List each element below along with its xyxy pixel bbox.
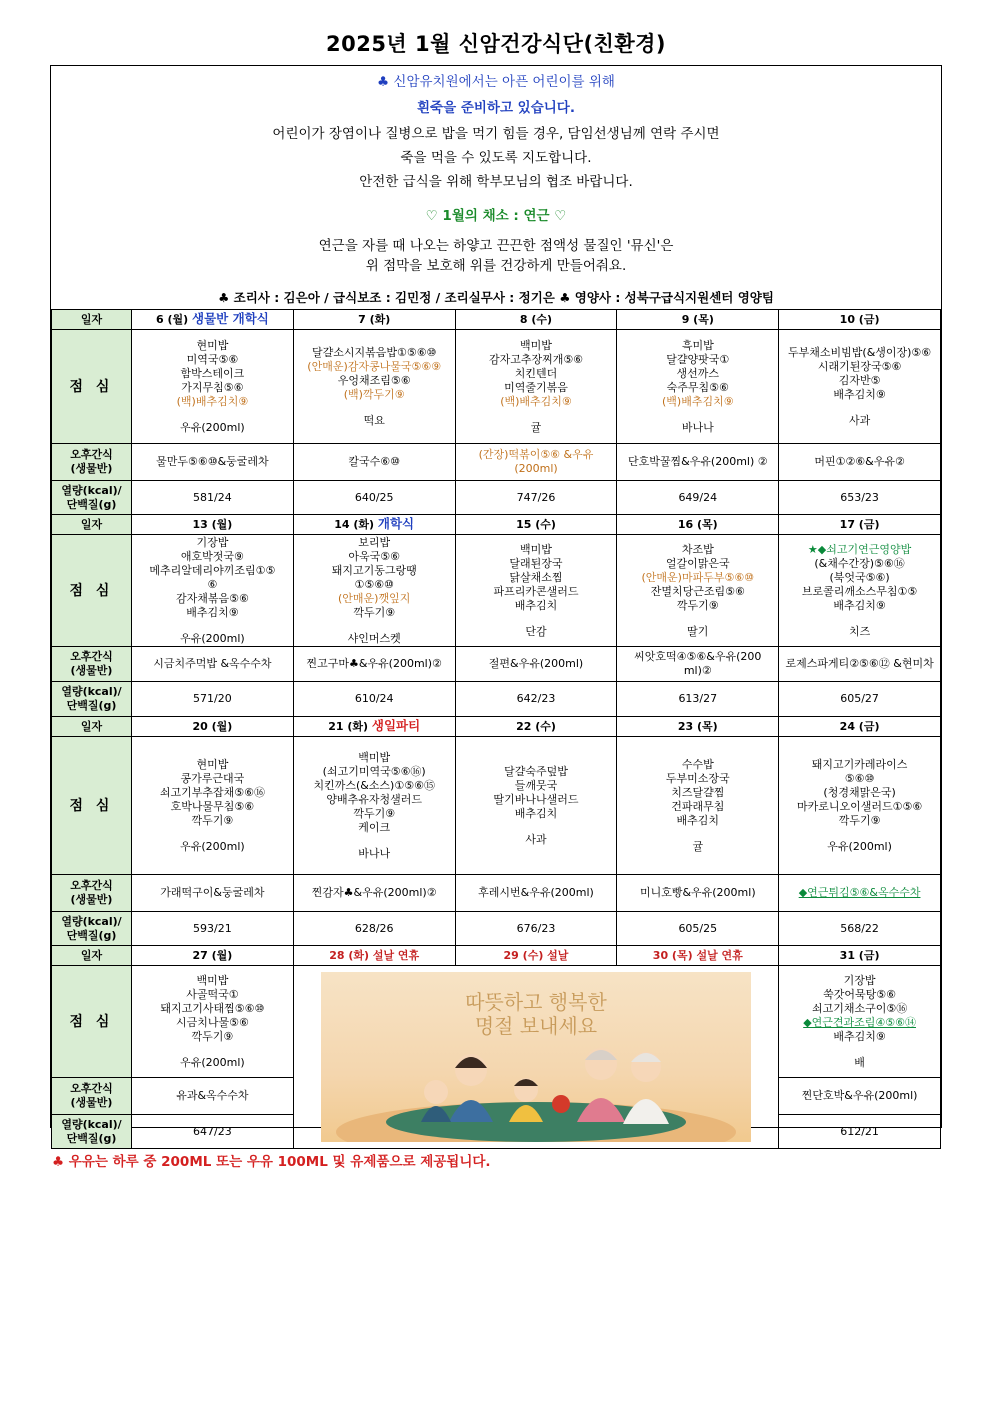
menu-frame	[50, 65, 942, 1145]
snack-label-line1: 오후간식	[70, 1082, 113, 1095]
spacer	[781, 1044, 938, 1056]
menu-item: 쇠고기부추잡채⑤⑥⑯	[159, 785, 265, 799]
spacer	[134, 620, 291, 632]
day-header	[455, 310, 617, 330]
day-row	[52, 946, 941, 966]
snack-label-line1: 오후간식	[70, 448, 113, 461]
day-label-text: 일자	[80, 948, 103, 962]
banner-text-line2: 명절 보내세요	[474, 1014, 598, 1038]
snack-cell: 물만두⑤⑥⑩&둥굴레차	[132, 444, 294, 481]
menu-item: 미역줄기볶음	[504, 380, 568, 394]
veg-line2: 위 점막을 보호해 위를 건강하게 만들어줘요.	[365, 258, 627, 274]
lunch-label-text: 점 심	[69, 1013, 114, 1030]
menu-item: 현미밥	[196, 338, 229, 352]
spacer	[781, 613, 938, 625]
spacer	[619, 613, 776, 625]
menu-item: 돼지고기카레라이스	[811, 757, 908, 771]
kcal-label	[52, 912, 132, 946]
menu-item: 떡요	[363, 413, 385, 427]
day-date: 7 (화)	[358, 312, 391, 326]
day-date: 14 (화)	[334, 518, 375, 531]
menu-item: 귤	[692, 839, 704, 853]
snack-label	[52, 1078, 132, 1115]
menu-item: 배추김치	[514, 806, 558, 820]
day-header	[617, 310, 779, 330]
menu-item: 시래기된장국⑤⑥	[817, 359, 902, 373]
menu-item: 감자고추장찌개⑤⑥	[488, 352, 584, 366]
day-date: 20 (월)	[192, 719, 233, 733]
menu-item: 콩가루근대국	[180, 771, 245, 785]
menu-item: 배추김치	[676, 813, 720, 827]
kcal-cell: 610/24	[293, 682, 455, 717]
kcal-cell: 612/21	[779, 1115, 941, 1149]
snack-row	[52, 875, 941, 912]
menu-item: 샤인머스켓	[347, 631, 401, 645]
kcal-label-line1: 열량(kcal)/	[61, 1117, 122, 1131]
menu-item: 깍두기⑨	[191, 813, 234, 827]
spacer	[134, 1044, 291, 1056]
menu-item: 치킨까스(&소스)①⑤⑥⑮	[313, 778, 435, 792]
snack-cell: 후레시번&우유(200ml)	[455, 875, 617, 912]
menu-table	[51, 309, 941, 1149]
menu-item: 돼지고기사태찜⑤⑥⑩	[160, 1001, 265, 1015]
menu-item: 수수밥	[681, 757, 714, 771]
day-date: 23 (목)	[677, 719, 718, 733]
menu-item: 우유(200ml)	[180, 631, 245, 645]
lunch-cell	[779, 966, 941, 1078]
day-label-text: 일자	[80, 312, 103, 326]
holiday-banner	[321, 972, 751, 1142]
day-header	[779, 717, 941, 737]
menu-item: (안매운)감자콩나물국⑤⑥⑨	[307, 359, 442, 373]
menu-item: 깍두기⑨	[838, 813, 881, 827]
snack-label-line1: 오후간식	[70, 650, 113, 663]
kcal-cell: 642/23	[455, 682, 617, 717]
menu-item: 보리밥	[358, 535, 391, 549]
day-header	[617, 515, 779, 535]
kcal-cell: 747/26	[455, 481, 617, 515]
menu-item: 현미밥	[196, 757, 229, 771]
menu-item: (백)배추김치⑨	[500, 394, 572, 408]
day-date: 29 (수) 설날	[503, 948, 569, 962]
notice-box	[51, 66, 941, 309]
kcal-label	[52, 682, 132, 717]
kcal-label-line1: 열량(kcal)/	[61, 914, 122, 928]
veg-title: ♡ 1월의 채소 : 연근 ♡	[425, 208, 567, 224]
day-event: 생일파티	[371, 718, 421, 733]
snack-cell: 미니호빵&우유(200ml)	[617, 875, 779, 912]
kcal-cell: 640/25	[293, 481, 455, 515]
spacer	[458, 613, 615, 625]
menu-item: 잔멸치당근조림⑤⑥	[650, 584, 745, 598]
kcal-cell: 581/24	[132, 481, 294, 515]
day-header	[293, 310, 455, 330]
day-header	[293, 515, 455, 535]
menu-item: 미역국⑤⑥	[186, 352, 239, 366]
lunch-cell	[779, 737, 941, 875]
day-row	[52, 515, 941, 535]
spacer	[296, 835, 453, 847]
kcal-cell: 593/21	[132, 912, 294, 946]
menu-item: 케이크	[358, 820, 391, 834]
holiday-banner-cell	[293, 966, 778, 1149]
kcal-row	[52, 682, 941, 717]
menu-item: 귤	[530, 420, 542, 434]
day-header	[293, 946, 455, 966]
menu-item: 닭살채소찜	[509, 570, 563, 584]
day-event: 개학식	[377, 516, 415, 531]
snack-label-line2: (생물반)	[70, 462, 113, 475]
spacer	[619, 828, 776, 840]
menu-item: 두부미소장국	[665, 771, 730, 785]
menu-item: (북엇국⑤⑥)	[829, 570, 890, 584]
menu-item: 우유(200ml)	[827, 839, 892, 853]
menu-item: 시금치나물⑤⑥	[175, 1015, 249, 1029]
day-date: 31 (금)	[839, 948, 880, 962]
lunch-row	[52, 966, 941, 1078]
snack-cell: 씨앗호떡④⑤⑥&우유(200 ml)②	[617, 647, 779, 682]
day-date: 28 (화) 설날 연휴	[329, 948, 420, 962]
menu-item: 백미밥	[358, 750, 391, 764]
spacer	[134, 409, 291, 421]
day-date: 9 (목)	[681, 312, 714, 326]
lunch-label	[52, 535, 132, 647]
menu-item: 단감	[525, 624, 547, 638]
lunch-cell	[779, 535, 941, 647]
day-header	[293, 717, 455, 737]
notice-line3: 어린이가 장염이나 질병으로 밥을 먹기 힘들 경우, 담임선생님께 연락 주시면	[272, 126, 720, 142]
menu-item: 깍두기⑨	[191, 1029, 234, 1043]
menu-item: 배추김치⑨	[833, 1029, 886, 1043]
day-header	[132, 946, 294, 966]
notice-line2: 흰죽을 준비하고 있습니다.	[417, 100, 575, 116]
menu-item: 차조밥	[681, 542, 714, 556]
menu-item: 김자반⑤	[838, 373, 881, 387]
lunch-row	[52, 330, 941, 444]
snack-cell: (간장)떡볶이⑤⑥ &우유(200ml)	[455, 444, 617, 481]
menu-item: 애호박젓국⑨	[180, 549, 244, 563]
menu-item: 배	[854, 1055, 865, 1069]
day-header	[779, 946, 941, 966]
menu-item: 쑥갓어묵탕⑤⑥	[823, 987, 897, 1001]
snack-cell: 절편&우유(200ml)	[455, 647, 617, 682]
lunch-cell	[132, 966, 294, 1078]
menu-item: 양배추유자청샐러드	[326, 792, 423, 806]
menu-item: 딸기바나나샐러드	[493, 792, 579, 806]
menu-item: (안매운)마파두부⑤⑥⑩	[641, 570, 755, 584]
menu-item: 사과	[525, 832, 547, 846]
menu-item: 우유(200ml)	[180, 420, 245, 434]
lunch-cell	[132, 737, 294, 875]
menu-item: 배추김치⑨	[833, 387, 886, 401]
day-label-text: 일자	[80, 719, 103, 733]
menu-item: 함박스테이크	[180, 366, 245, 380]
menu-item: (청경채맑은국)	[823, 785, 896, 799]
day-event: 생물반 개학식	[192, 311, 269, 326]
menu-item: 깍두기⑨	[353, 806, 396, 820]
snack-label-line1: 오후간식	[70, 879, 113, 892]
veg-line1: 연근을 자를 때 나오는 하얗고 끈끈한 점액성 물질인 '뮤신'은	[318, 238, 674, 254]
snack-cell: 찐감자♣&우유(200ml)②	[293, 875, 455, 912]
day-row	[52, 717, 941, 737]
menu-item: 우유(200ml)	[180, 839, 245, 853]
lunch-cell	[617, 737, 779, 875]
kcal-label-line1: 열량(kcal)/	[61, 483, 122, 497]
menu-item: 치즈	[848, 624, 871, 638]
snack-label-line2: (생물반)	[70, 1096, 113, 1109]
day-date: 22 (수)	[516, 719, 556, 733]
menu-item: 달걀소시지볶음밥①⑤⑥⑩	[311, 345, 437, 359]
day-date: 17 (금)	[839, 517, 880, 531]
lunch-cell	[293, 330, 455, 444]
menu-item: 마카로니오이샐러드①⑤⑥	[796, 799, 923, 813]
menu-item: ①⑤⑥⑩	[354, 577, 394, 591]
menu-item: 깍두기⑨	[676, 598, 719, 612]
staff-line: ♣ 조리사 : 김은아 / 급식보조 : 김민정 / 조리실무사 : 정기은 ♣ 영양사 : 성북구급식지원센터 영양팀	[218, 290, 774, 305]
kcal-row	[52, 912, 941, 946]
menu-item: 돼지고기동그랑땡	[331, 563, 417, 577]
day-header	[455, 515, 617, 535]
kcal-cell: 647/23	[132, 1115, 294, 1149]
snack-label	[52, 647, 132, 682]
snack-cell: 단호박꿀찜&우유(200ml) ②	[617, 444, 779, 481]
lunch-row	[52, 737, 941, 875]
menu-item: 아욱국⑤⑥	[348, 549, 400, 563]
day-date: 30 (목) 설날 연휴	[652, 948, 743, 962]
lunch-label	[52, 330, 132, 444]
lunch-cell	[779, 330, 941, 444]
menu-item: 백미밥	[520, 338, 552, 352]
day-label-text: 일자	[80, 517, 103, 531]
menu-item: 들깨뭇국	[514, 778, 558, 792]
snack-cell: ◆연근튀김⑤⑥&옥수수차	[779, 875, 941, 912]
snack-cell: 칼국수⑥⑩	[293, 444, 455, 481]
menu-item: 바나나	[681, 420, 714, 434]
lunch-row	[52, 535, 941, 647]
menu-item: 파프리카콘샐러드	[493, 584, 579, 598]
snack-cell: 가래떡구이&둥굴레차	[132, 875, 294, 912]
lunch-label-text: 점 심	[69, 797, 114, 814]
day-date: 6 (월)	[155, 313, 189, 326]
lunch-cell	[293, 535, 455, 647]
spacer	[781, 402, 938, 414]
spacer	[619, 409, 776, 421]
day-header	[455, 717, 617, 737]
menu-item: 기장밥	[843, 973, 876, 987]
kcal-cell: 628/26	[293, 912, 455, 946]
snack-label	[52, 444, 132, 481]
menu-item: 치즈달걀찜	[671, 785, 725, 799]
day-date: 8 (수)	[519, 312, 553, 326]
kcal-cell: 649/24	[617, 481, 779, 515]
menu-item: 사골떡국①	[186, 987, 239, 1001]
menu-item: 배추김치⑨	[833, 598, 886, 612]
day-header	[455, 946, 617, 966]
spacer	[134, 828, 291, 840]
kcal-label-line2: 단백질(g)	[66, 928, 117, 942]
menu-item: 호박나물무침⑤⑥	[170, 799, 255, 813]
lunch-cell	[617, 535, 779, 647]
lunch-cell	[455, 535, 617, 647]
menu-item: 달걀양팟국①	[666, 352, 730, 366]
day-label	[52, 310, 132, 330]
kcal-label-line2: 단백질(g)	[66, 1131, 117, 1145]
kcal-cell: 613/27	[617, 682, 779, 717]
day-header	[779, 310, 941, 330]
menu-item: 생선까스	[676, 366, 720, 380]
snack-cell: 유과&옥수수차	[132, 1078, 294, 1115]
notice-line4: 죽을 먹을 수 있도록 지도합니다.	[400, 150, 592, 166]
menu-item: ⑤⑥⑩	[844, 771, 875, 785]
day-header	[779, 515, 941, 535]
menu-item: 배추김치⑨	[186, 605, 239, 619]
kcal-cell: 571/20	[132, 682, 294, 717]
menu-item: (백)깍두기⑨	[343, 387, 405, 401]
lunch-cell	[132, 535, 294, 647]
snack-row	[52, 444, 941, 481]
menu-item: ⑥	[207, 577, 218, 591]
menu-item: (백)배추김치⑨	[662, 394, 734, 408]
kcal-row	[52, 481, 941, 515]
menu-item: 숙주무침⑤⑥	[666, 380, 729, 394]
menu-item: 기장밥	[196, 535, 229, 549]
menu-item: 얼갈이맑은국	[665, 556, 730, 570]
day-date: 15 (수)	[516, 517, 556, 531]
day-date: 27 (월)	[192, 948, 233, 962]
menu-item: 딸기	[687, 624, 709, 638]
banner-text-line1: 따뜻하고 행복한	[465, 990, 607, 1014]
menu-item: 달걀숙주덮밥	[504, 764, 568, 778]
day-header	[617, 946, 779, 966]
menu-item: 메추리알데리야끼조림①⑤	[149, 563, 276, 577]
lunch-cell	[617, 330, 779, 444]
menu-item: 깍두기⑨	[353, 605, 396, 619]
snack-label-line2: (생물반)	[70, 664, 113, 677]
kcal-cell: 676/23	[455, 912, 617, 946]
menu-item: 쇠고기채소구이⑤⑯	[811, 1001, 908, 1015]
day-date: 24 (금)	[839, 719, 880, 733]
snack-cell: 머핀①②⑥&우유②	[779, 444, 941, 481]
day-label	[52, 946, 132, 966]
lunch-label	[52, 737, 132, 875]
lunch-cell	[455, 330, 617, 444]
day-label	[52, 515, 132, 535]
lunch-label-text: 점 심	[69, 582, 114, 599]
kcal-cell: 653/23	[779, 481, 941, 515]
spacer	[296, 620, 453, 632]
kcal-label-line2: 단백질(g)	[66, 497, 117, 511]
day-row	[52, 310, 941, 330]
day-date: 13 (월)	[192, 517, 233, 531]
day-header	[132, 310, 294, 330]
menu-item: 브로콜리깨소스무침①⑤	[801, 584, 918, 598]
footer-note: ♣ 우유는 하루 중 200ML 또는 우유 100ML 및 유제품으로 제공됩니다.	[52, 1154, 491, 1170]
menu-item: (백)배추김치⑨	[176, 394, 249, 408]
day-header	[132, 717, 294, 737]
lunch-cell	[132, 330, 294, 444]
kcal-label-line1: 열량(kcal)/	[61, 685, 122, 698]
menu-item: ◆연근견과조림④⑤⑥⑭	[803, 1015, 916, 1029]
day-header	[617, 717, 779, 737]
day-header	[132, 515, 294, 535]
day-date: 21 (화)	[328, 720, 369, 733]
snack-cell: 찐고구마♣&우유(200ml)②	[293, 647, 455, 682]
snack-label-line2: (생물반)	[70, 893, 113, 906]
menu-item: 가지무침⑤⑥	[181, 380, 244, 394]
menu-item: 달래된장국	[509, 556, 563, 570]
menu-item: 배추김치	[514, 598, 558, 612]
menu-item: (&채수간장)⑤⑥⑯	[814, 556, 905, 570]
menu-item: 바나나	[358, 846, 391, 860]
day-date: 16 (목)	[677, 517, 718, 531]
menu-item: (쇠고기미역국⑤⑥⑯)	[322, 764, 426, 778]
snack-cell: 찐단호박&우유(200ml)	[779, 1078, 941, 1115]
notice-line1: ♣ 신암유치원에서는 아픈 어린이를 위해	[377, 74, 615, 90]
menu-item: 백미밥	[520, 542, 552, 556]
spacer	[458, 409, 615, 421]
menu-item: 감자채볶음⑤⑥	[175, 591, 249, 605]
lunch-cell	[455, 737, 617, 875]
menu-item: 우엉채조림⑤⑥	[337, 373, 411, 387]
day-date: 10 (금)	[839, 312, 880, 326]
snack-cell: 로제스파게티②⑤⑥⑫ &현미차	[779, 647, 941, 682]
menu-item: 두부채소비빔밥(&생이장)⑤⑥	[788, 345, 932, 359]
kcal-cell: 605/25	[617, 912, 779, 946]
menu-item: 흑미밥	[681, 338, 714, 352]
menu-item: ★◆쇠고기연근영양밥	[807, 542, 912, 556]
menu-item: 우유(200ml)	[180, 1055, 245, 1069]
menu-item: 사과	[848, 413, 871, 427]
menu-item: 건파래무침	[671, 799, 725, 813]
kcal-label	[52, 1115, 132, 1149]
banner-text	[321, 990, 751, 1038]
spacer	[781, 828, 938, 840]
lunch-cell	[293, 737, 455, 875]
spacer	[458, 821, 615, 833]
lunch-label-text: 점 심	[69, 378, 114, 395]
kcal-cell: 568/22	[779, 912, 941, 946]
page-title: 2025년 1월 신암건강식단(친환경)	[325, 32, 667, 56]
kcal-label	[52, 481, 132, 515]
menu-item: 치킨텐더	[514, 366, 558, 380]
snack-row	[52, 647, 941, 682]
lunch-label	[52, 966, 132, 1078]
snack-cell: 시금치주먹밥 &옥수수차	[132, 647, 294, 682]
notice-line5: 안전한 급식을 위해 학부모님의 협조 바랍니다.	[359, 174, 633, 190]
snack-label	[52, 875, 132, 912]
kcal-label-line2: 단백질(g)	[66, 699, 117, 712]
kcal-cell: 605/27	[779, 682, 941, 717]
day-label	[52, 717, 132, 737]
menu-item: 백미밥	[196, 973, 229, 987]
spacer	[296, 402, 453, 414]
menu-item: (안매운)깻잎지	[338, 591, 411, 605]
